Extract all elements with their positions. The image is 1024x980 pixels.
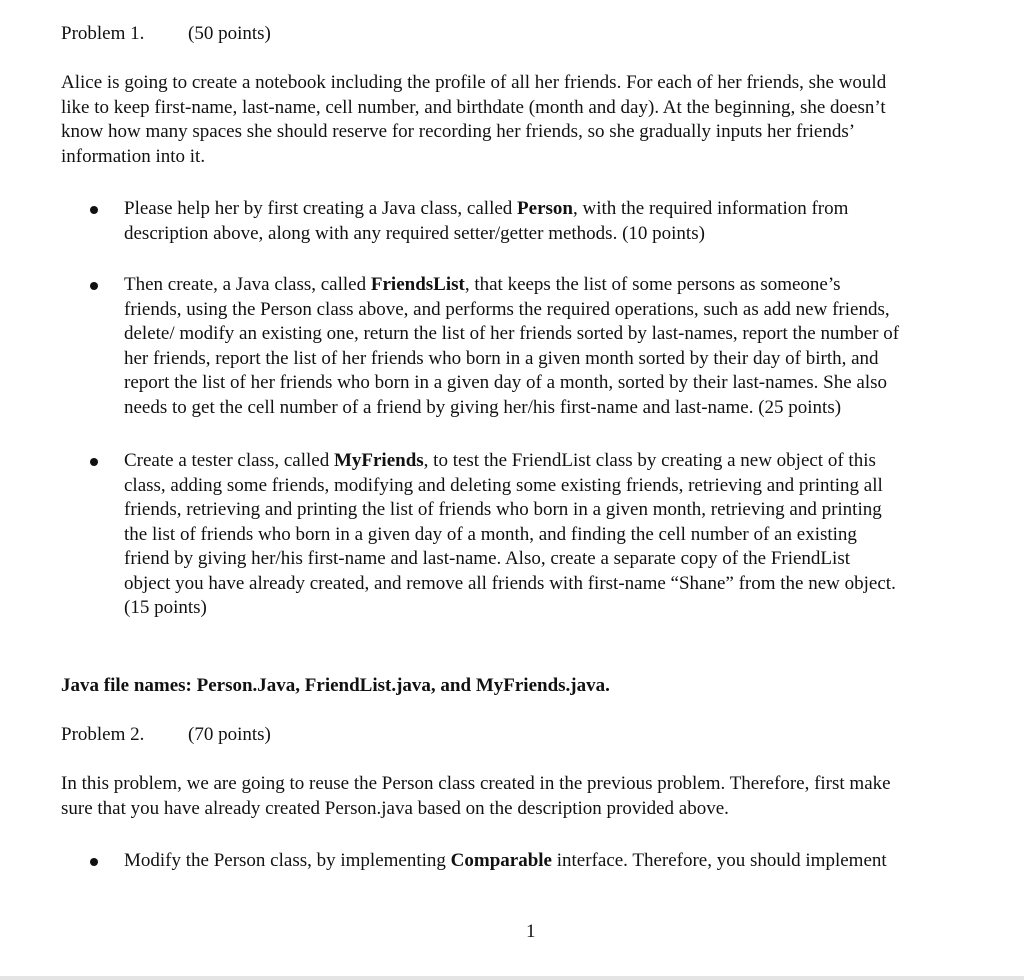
bullet-text-pre: Create a tester class, called (124, 450, 334, 471)
bullet-line: friends, using the Person class above, and performs the required operations, such as add new friends, (124, 298, 890, 320)
problem1-bullet-person (124, 197, 1009, 246)
bullet-line (124, 273, 1009, 298)
bullet-icon (90, 458, 98, 466)
problem1-bullet-friendslist (124, 273, 1009, 420)
bullet-line: class, adding some friends, modifying and deleting some existing friends, retrieving and printing all (124, 474, 883, 496)
bullet-class-name: FriendsList (370, 274, 465, 295)
problem2-intro-line: In this problem, we are going to reuse the Person class created in the previous problem. Therefore, first make (61, 773, 891, 794)
problem1-intro (61, 71, 1011, 169)
bullet-text-pre: Then create, a Java class, called (124, 274, 371, 295)
bullet-line: friends, retrieving and printing the list of friends who born in a given month, retrieving and printing (124, 499, 882, 520)
bullet-text-post: interface. Therefore, you should implement (551, 850, 887, 871)
problem1-label: Problem 1. (61, 23, 145, 44)
bullet-interface-name: Comparable (450, 850, 552, 871)
bullet-icon (90, 858, 98, 866)
page-bottom-edge (0, 976, 1024, 980)
bullet-line: object you have already created, and remove all friends with first-name “Shane” from the new object. (124, 572, 896, 594)
bullet-line: delete/ modify an existing one, return the list of her friends sorted by last-names, report the number of (124, 323, 900, 344)
bullet-icon (90, 282, 98, 290)
page-number: 1 (526, 921, 536, 942)
java-file-names: Java file names: Person.Java, FriendList.java, and MyFriends.java. (61, 675, 610, 696)
bullet-text-post: , that keeps the list of some persons as someone’s (464, 274, 841, 295)
bullet-text-pre: Please help her by first creating a Java class, called (124, 198, 518, 219)
bullet-line: report the list of her friends who born in a given day of a month, sorted by their last-names. She also (124, 372, 887, 393)
bullet-icon (90, 206, 98, 214)
problem2-intro (61, 772, 1011, 821)
bullet-text-post: , with the required information from (572, 198, 849, 219)
problem2-label: Problem 2. (61, 724, 145, 745)
bullet-class-name: Person (517, 198, 573, 219)
problem1-intro-line: like to keep first-name, last-name, cell number, and birthdate (month and day). At the beginning, she doesn’t (61, 96, 886, 118)
problem1-intro-line: Alice is going to create a notebook including the profile of all her friends. For each of her friends, she would (61, 72, 887, 93)
bullet-line (124, 449, 1009, 474)
bullet-line: description above, along with any required setter/getter methods. (10 points) (124, 222, 705, 244)
problem2-points: (70 points) (188, 724, 271, 745)
problem2-bullet-comparable (124, 849, 1009, 874)
bullet-line: her friends, report the list of her friends who born in a given month sorted by their day of birth, and (124, 347, 879, 369)
problem1-bullet-myfriends (124, 449, 1009, 621)
bullet-class-name: MyFriends (333, 450, 424, 471)
bullet-line: friend by giving her/his first-name and last-name. Also, create a separate copy of the FriendList (124, 548, 850, 569)
bullet-line: the list of friends who born in a given day of a month, and finding the cell number of an existing (124, 523, 857, 545)
bullet-line: needs to get the cell number of a friend by giving her/his first-name and last-name. (25 points) (124, 396, 842, 418)
bullet-line (124, 849, 1009, 874)
bullet-text-post: , to test the FriendList class by creating a new object of this (423, 450, 876, 471)
bullet-text-pre: Modify the Person class, by implementing (124, 850, 451, 871)
problem1-points: (50 points) (188, 23, 271, 44)
problem1-intro-line: know how many spaces she should reserve for recording her friends, so she gradually inputs her friends’ (61, 121, 856, 142)
bullet-line (124, 197, 1009, 222)
problem1-intro-line: information into it. (61, 145, 206, 167)
problem2-intro-line: sure that you have already created Person.java based on the description provided above. (61, 797, 729, 819)
bullet-line: (15 points) (124, 597, 207, 618)
